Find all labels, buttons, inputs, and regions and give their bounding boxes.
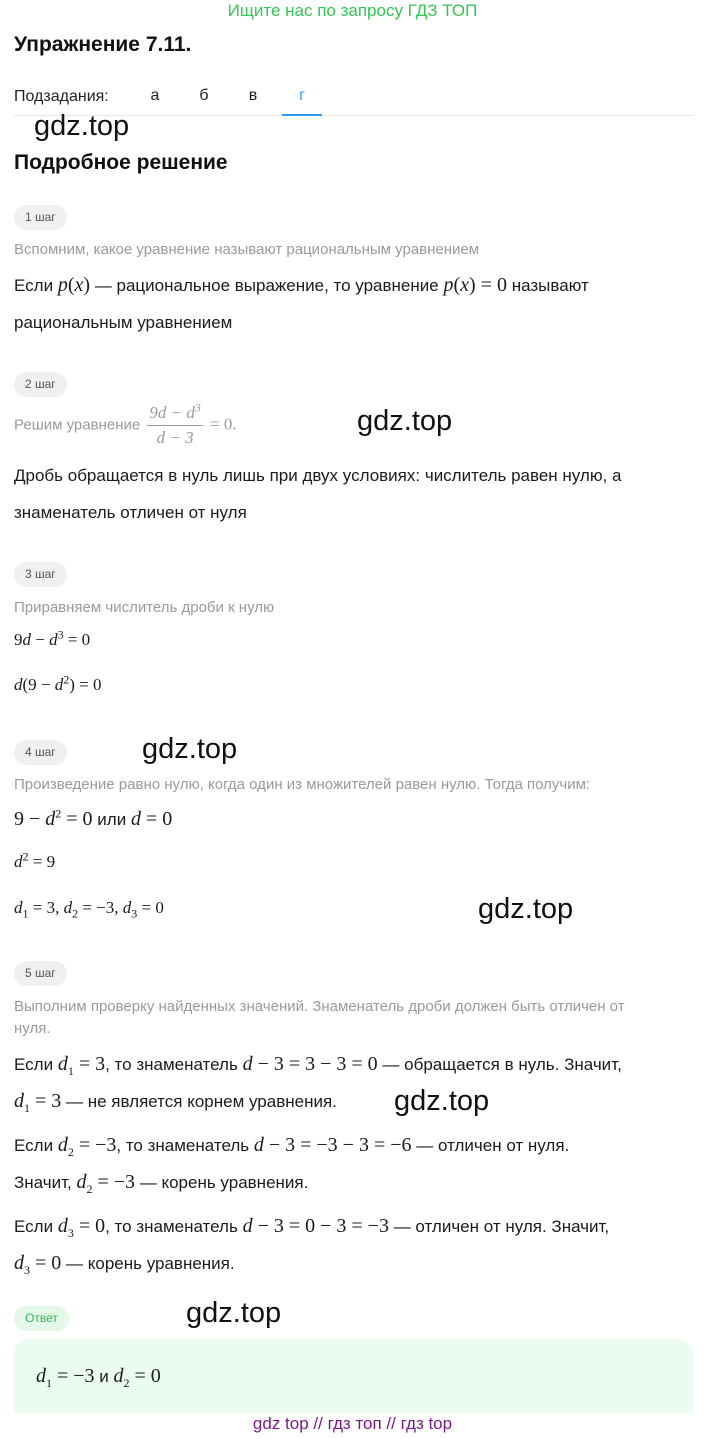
tab-a[interactable]: а	[150, 87, 160, 104]
math-expression: $d_2 = 0$	[113, 1365, 161, 1390]
text-fragment: называют	[511, 276, 589, 295]
math-expression: d − 3 = 0 − 3 = −3	[242, 1215, 389, 1237]
text-fragment: , то знаменатель	[105, 1055, 238, 1074]
step-text	[14, 1134, 569, 1157]
text-fragment: , то знаменатель	[116, 1136, 250, 1155]
step-hint	[14, 400, 237, 448]
step-text	[14, 1215, 609, 1238]
math-expression: p(x) = 0	[443, 274, 507, 296]
math-expression: p(x)	[57, 274, 91, 296]
equation: $9d - d^3 = 0$	[14, 627, 91, 649]
step-text	[14, 274, 589, 297]
step-hint: нуля.	[14, 1020, 51, 1037]
equation	[14, 808, 172, 831]
math-expression: = 0.	[210, 414, 237, 434]
text-fragment: Значит,	[14, 1173, 72, 1192]
math-expression: $9 - d^2 = 0$	[14, 806, 93, 830]
text-fragment: , то знаменатель	[105, 1217, 238, 1236]
top-banner[interactable]: Ищите нас по запросу ГДЗ ТОП	[227, 1, 478, 20]
math-expression: $d_1 = 3$	[14, 1090, 62, 1115]
text-fragment: — корень уравнения.	[66, 1254, 235, 1273]
tab-g[interactable]: г	[282, 78, 322, 116]
text-fragment: Решим уравнение	[14, 416, 141, 434]
watermark: gdz.top	[34, 110, 130, 142]
step-text: знаменатель отличен от нуля	[14, 503, 247, 522]
watermark: gdz.top	[186, 1297, 282, 1329]
text-fragment: и	[99, 1367, 109, 1386]
step-text	[14, 1090, 337, 1113]
footer-links[interactable]: gdz top // гдз топ // гдз top	[252, 1414, 453, 1433]
step-text: рациональным уравнением	[14, 313, 233, 332]
equation: $d^2 = 9$	[14, 849, 56, 871]
step-hint: Произведение равно нулю, когда один из множителей равен нулю. Тогда получим:	[14, 776, 591, 793]
watermark: gdz.top	[478, 893, 574, 925]
step-hint: Вспомним, какое уравнение называют рациональным уравнением	[14, 241, 480, 258]
text-fragment: Если	[14, 1055, 54, 1074]
step-badge: 4 шаг	[14, 740, 67, 765]
step-badge: 5 шаг	[14, 961, 67, 986]
text-fragment: — корень уравнения.	[139, 1173, 309, 1192]
step-badge: 1 шаг	[14, 205, 67, 230]
step-badge: 2 шаг	[14, 372, 67, 397]
text-fragment: — не является корнем уравнения.	[66, 1092, 337, 1111]
answer-box	[14, 1339, 693, 1413]
math-expression: $d_2 = -3$	[76, 1171, 136, 1196]
section-title: Подробное решение	[14, 151, 228, 174]
answer-text	[36, 1365, 161, 1388]
step-text	[14, 1171, 308, 1194]
math-expression: $d_3 = 0$	[14, 1252, 62, 1277]
answer-badge: Ответ	[14, 1306, 69, 1331]
step-hint: Приравняем числитель дроби к нулю	[14, 599, 275, 616]
watermark: gdz.top	[394, 1085, 490, 1117]
step-badge: 3 шаг	[14, 562, 67, 587]
step-text: Дробь обращается в нуль лишь при двух условиях: числитель равен нулю, а	[14, 466, 622, 485]
tab-v[interactable]: в	[248, 87, 258, 104]
math-expression: d = 0	[130, 808, 173, 830]
math-expression: d − 3 = 3 − 3 = 0	[242, 1053, 378, 1075]
math-expression: $d_1 = 3$	[57, 1053, 106, 1078]
text-fragment: — обращается в нуль. Значит,	[382, 1055, 622, 1074]
text-fragment: — отличен от нуля.	[416, 1136, 570, 1155]
text-fragment: Если	[14, 276, 54, 295]
math-expression: $d_3 = 0$	[57, 1215, 106, 1240]
step-text	[14, 1252, 235, 1275]
text-fragment: или	[97, 810, 127, 829]
page-title: Упражнение 7.11.	[14, 33, 192, 56]
math-expression: d − 3 = −3 − 3 = −6	[253, 1134, 412, 1156]
fraction: $\frac{9d - d^3}{d - 3}$	[149, 400, 201, 447]
watermark: gdz.top	[357, 405, 453, 437]
math-expression: $d_1 = -3$	[36, 1365, 95, 1390]
text-fragment: Если	[14, 1136, 54, 1155]
subtasks-label: Подзадания:	[14, 88, 109, 105]
equation: $d(9 - d^2) = 0$	[14, 672, 102, 694]
math-expression: $d_2 = -3$	[57, 1134, 117, 1159]
text-fragment: — рациональное выражение, то уравнение	[94, 276, 439, 295]
watermark: gdz.top	[142, 733, 238, 765]
text-fragment: — отличен от нуля. Значит,	[393, 1217, 610, 1236]
text-fragment: Если	[14, 1217, 54, 1236]
equation: $d_1 = 3$, $d_2 = -3$, $d_3 = 0$	[14, 898, 164, 921]
step-text	[14, 1053, 622, 1076]
tab-b[interactable]: б	[199, 87, 209, 104]
step-hint: Выполним проверку найденных значений. Знаменатель дроби должен быть отличен от	[14, 998, 625, 1015]
